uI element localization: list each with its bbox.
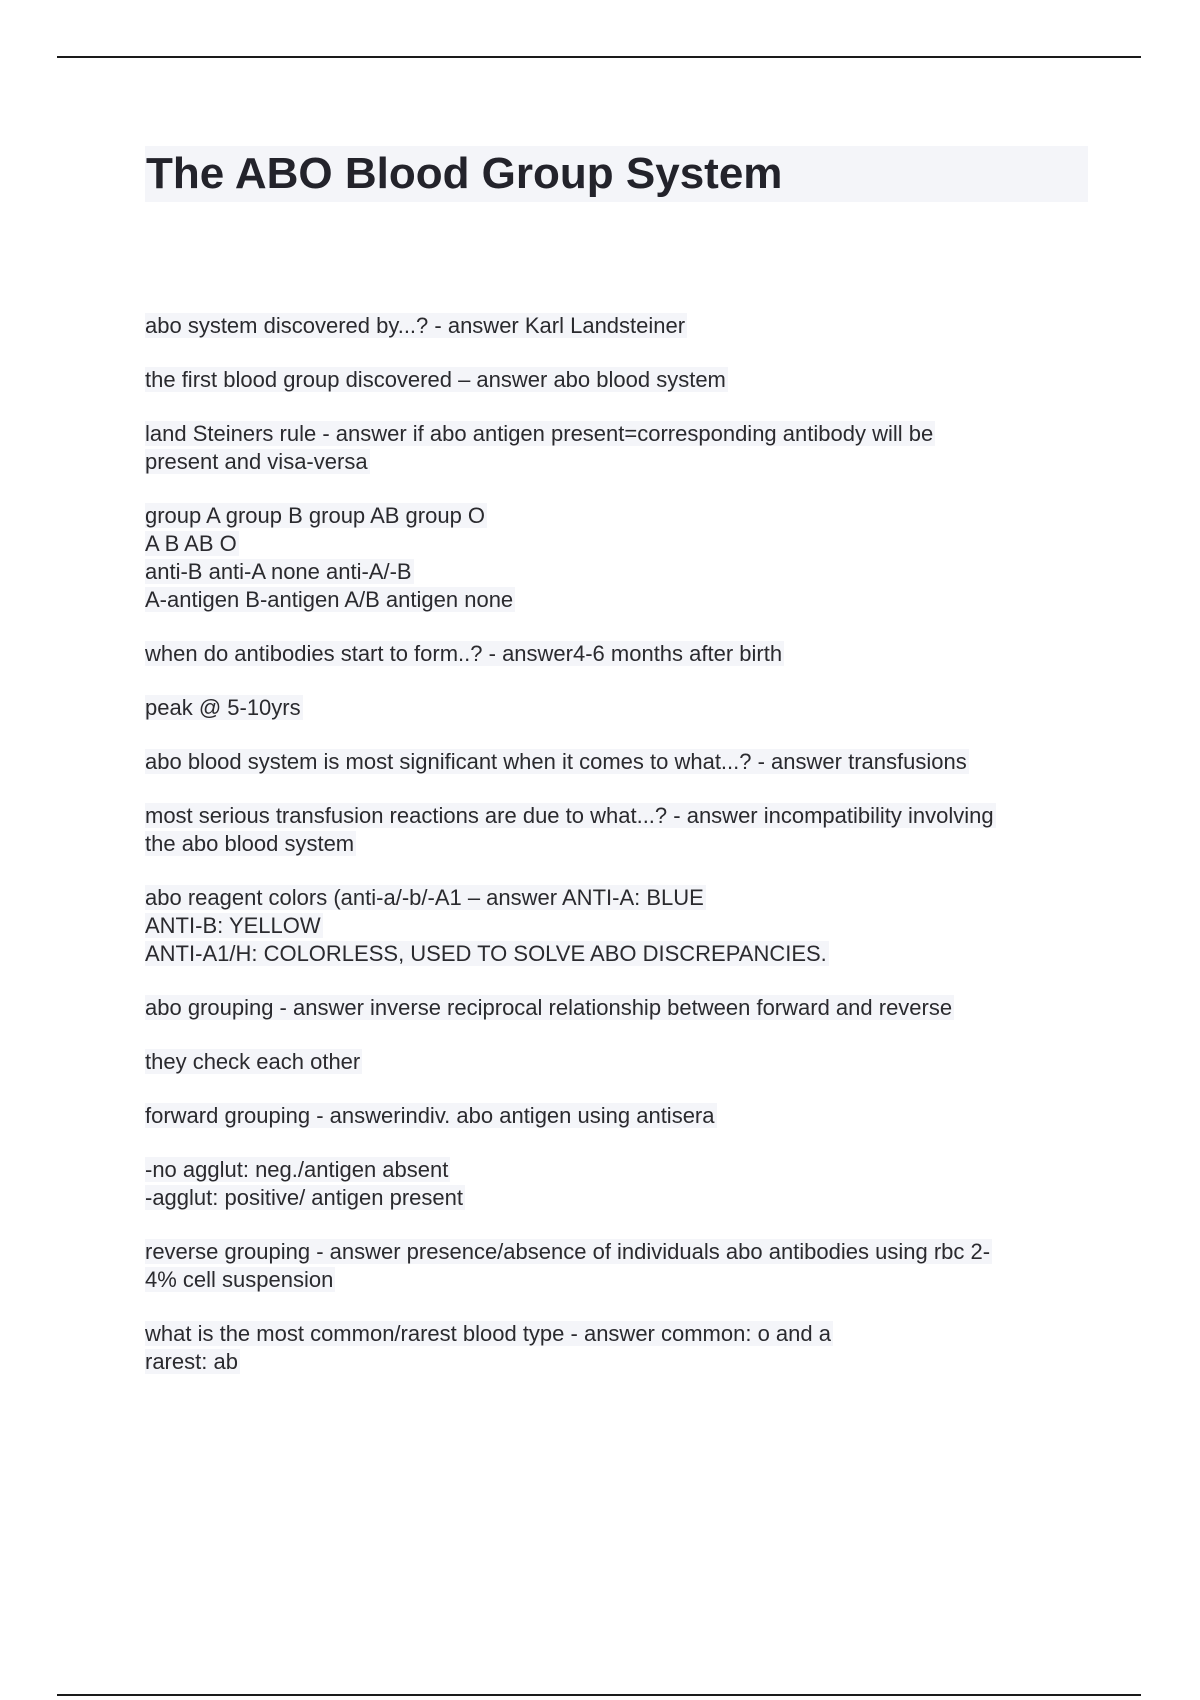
line-text: what is the most common/rarest blood type - answer common: o and a — [145, 1321, 831, 1346]
line-text: present and visa-versa — [145, 449, 368, 474]
flashcard-paragraph — [145, 1320, 1105, 1376]
line-text: ANTI-A1/H: COLORLESS, USED TO SOLVE ABO DISCREPANCIES. — [145, 941, 827, 966]
page-title: The ABO Blood Group System — [146, 149, 783, 198]
text-line — [145, 1266, 1105, 1294]
text-line — [145, 1156, 1105, 1184]
line-text: group A group B group AB group O — [145, 503, 486, 528]
line-text: ANTI-B: YELLOW — [145, 913, 321, 938]
text-line — [145, 1102, 1105, 1130]
flashcard-paragraph — [145, 1102, 1105, 1130]
text-line — [145, 1238, 1105, 1266]
line-text: peak @ 5-10yrs — [145, 695, 301, 720]
text-line — [145, 748, 1105, 776]
text-line — [145, 1320, 1105, 1348]
text-line — [145, 502, 1105, 530]
line-text: land Steiners rule - answer if abo antigen present=corresponding antibody will be — [145, 421, 934, 446]
line-text: abo blood system is most significant when it comes to what...? - answer transfusions — [145, 749, 967, 774]
line-text: abo system discovered by...? - answer Karl Landsteiner — [145, 313, 686, 338]
text-line — [145, 940, 1105, 968]
text-line — [145, 694, 1105, 722]
bottom-rule — [57, 1694, 1141, 1696]
text-line — [145, 1348, 1105, 1376]
line-text: A B AB O — [145, 531, 237, 556]
flashcard-paragraph — [145, 420, 1105, 476]
line-text: the first blood group discovered – answer abo blood system — [145, 367, 726, 392]
flashcard-paragraph — [145, 366, 1105, 394]
text-line — [145, 420, 1105, 448]
text-line — [145, 448, 1105, 476]
text-line — [145, 1184, 1105, 1212]
flashcard-paragraph — [145, 748, 1105, 776]
text-line — [145, 912, 1105, 940]
line-text: anti-B anti-A none anti-A/-B — [145, 559, 412, 584]
text-line — [145, 830, 1105, 858]
document-body — [145, 312, 1105, 1402]
line-text: reverse grouping - answer presence/absence of individuals abo antibodies using rbc 2- — [145, 1239, 991, 1264]
text-line — [145, 530, 1105, 558]
flashcard-paragraph — [145, 1048, 1105, 1076]
line-text: when do antibodies start to form..? - answer4-6 months after birth — [145, 641, 783, 666]
line-text: the abo blood system — [145, 831, 355, 856]
line-text: A-antigen B-antigen A/B antigen none — [145, 587, 514, 612]
flashcard-paragraph — [145, 1156, 1105, 1212]
line-text: -agglut: positive/ antigen present — [145, 1185, 463, 1210]
text-line — [145, 884, 1105, 912]
text-line — [145, 586, 1105, 614]
text-line — [145, 366, 1105, 394]
text-line — [145, 558, 1105, 586]
text-line — [145, 312, 1105, 340]
line-text: rarest: ab — [145, 1349, 238, 1374]
flashcard-paragraph — [145, 884, 1105, 968]
flashcard-paragraph — [145, 994, 1105, 1022]
flashcard-paragraph — [145, 1238, 1105, 1294]
line-text: forward grouping - answerindiv. abo antigen using antisera — [145, 1103, 715, 1128]
text-line — [145, 640, 1105, 668]
flashcard-paragraph — [145, 502, 1105, 614]
flashcard-paragraph — [145, 694, 1105, 722]
top-rule — [57, 56, 1141, 58]
line-text: they check each other — [145, 1049, 361, 1074]
flashcard-paragraph — [145, 640, 1105, 668]
flashcard-paragraph — [145, 312, 1105, 340]
text-line — [145, 802, 1105, 830]
line-text: most serious transfusion reactions are due to what...? - answer incompatibility involving — [145, 803, 994, 828]
text-line — [145, 1048, 1105, 1076]
flashcard-paragraph — [145, 802, 1105, 858]
line-text: 4% cell suspension — [145, 1267, 334, 1292]
text-line — [145, 994, 1105, 1022]
line-text: abo reagent colors (anti-a/-b/-A1 – answer ANTI-A: BLUE — [145, 885, 704, 910]
line-text: -no agglut: neg./antigen absent — [145, 1157, 449, 1182]
line-text: abo grouping - answer inverse reciprocal relationship between forward and reverse — [145, 995, 953, 1020]
